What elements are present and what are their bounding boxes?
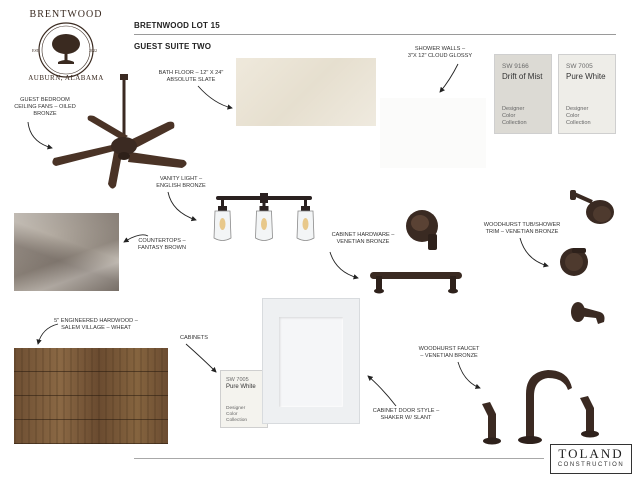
countertop-sample xyxy=(14,213,119,291)
logo-est: EST. xyxy=(32,48,40,53)
label-vanity-light xyxy=(146,176,216,190)
swatch-name: Drift of Mist xyxy=(502,72,543,81)
swatch-collection-line: Collection xyxy=(226,418,248,423)
swatch-pure-white xyxy=(558,54,616,134)
bath-floor-tile-sample xyxy=(236,58,376,126)
cabinet-door-sample xyxy=(262,298,360,424)
shower-valve-image xyxy=(556,244,592,280)
label-line: 5" ENGINEERED HARDWOOD – xyxy=(54,318,138,324)
cabinet-knob-image xyxy=(400,204,448,256)
toland-brand: TOLAND xyxy=(558,446,624,461)
label-line: TRIM – VENETIAN BRONZE xyxy=(485,229,559,235)
label-line: CABINET HARDWARE – xyxy=(331,232,395,238)
swatch-collection xyxy=(502,106,527,127)
page-title: BRETNWOOD LOT 15 xyxy=(134,21,220,30)
arrow-vanity-light xyxy=(168,192,196,220)
swatch-collection-line: Designer xyxy=(226,406,246,411)
label-line: FANTASY BROWN xyxy=(138,245,186,251)
swatch-code: SW 7005 xyxy=(566,63,593,70)
logo-bottom-text: AUBURN, ALABAMA xyxy=(28,74,104,82)
ceiling-fan-image xyxy=(50,72,200,192)
swatch-name: Pure White xyxy=(566,72,606,81)
faucet-image xyxy=(468,354,616,446)
page-subtitle: GUEST SUITE TWO xyxy=(134,42,212,51)
arrow-cabinets xyxy=(186,344,216,372)
label-line: BRONZE xyxy=(33,111,57,117)
swatch-collection-line: Designer xyxy=(566,106,589,112)
vanity-light-image xyxy=(206,190,322,246)
hardwood-sample xyxy=(14,348,168,444)
label-line: CABINETS xyxy=(180,335,208,341)
label-line: SHAKER W/ SLANT xyxy=(380,415,432,421)
label-tub-shower-trim xyxy=(478,222,566,236)
label-line: WOODHURST FAUCET xyxy=(418,346,480,352)
arrow-fans xyxy=(28,122,52,148)
label-cabinets xyxy=(180,335,222,342)
arrow-shower-walls xyxy=(440,64,458,92)
label-bath-floor xyxy=(150,70,232,84)
swatch-collection xyxy=(566,106,591,127)
label-line: VANITY LIGHT – xyxy=(159,176,203,182)
label-line: CABINET DOOR STYLE – xyxy=(372,408,440,414)
header-rule xyxy=(134,34,616,35)
swatch-drift-of-mist xyxy=(494,54,552,134)
arrow-tub-shower xyxy=(520,238,548,266)
swatch-collection-line: Color xyxy=(226,412,238,417)
label-line: SALEM VILLAGE – WHEAT xyxy=(61,325,131,331)
swatch-collection-line: Designer xyxy=(502,106,525,112)
swatch-code: SW 9166 xyxy=(502,63,529,70)
label-line: WOODHURST TUB/SHOWER xyxy=(483,222,561,228)
swatch-collection-line: Color xyxy=(502,113,516,119)
label-hardwood xyxy=(48,318,144,332)
swatch-collection-line: Collection xyxy=(566,120,591,126)
cabinet-pull-image xyxy=(366,266,466,296)
swatch-collection-line: Collection xyxy=(502,120,527,126)
cabinet-door-panel xyxy=(279,317,343,407)
label-ceiling-fans xyxy=(6,97,84,118)
logo-top-text: BRENTWOOD xyxy=(29,9,103,20)
toland-logo xyxy=(550,444,632,474)
swatch-collection-line: Color xyxy=(566,113,580,119)
label-line: GUEST BEDROOM xyxy=(20,97,70,103)
logo-year: 2022 xyxy=(89,48,97,53)
label-line: – VENETIAN BRONZE xyxy=(420,353,478,359)
label-line: ENGLISH BRONZE xyxy=(156,183,206,189)
label-shower-walls xyxy=(398,46,482,60)
toland-tagline: CONSTRUCTION xyxy=(557,462,625,468)
footer-rule xyxy=(134,458,544,459)
swatch-collection xyxy=(226,406,247,424)
label-cabinet-door-style xyxy=(366,408,446,422)
swatch-name: Pure White xyxy=(226,384,256,390)
label-line: VENETIAN BRONZE xyxy=(336,239,390,245)
label-line: 3"X 12" CLOUD GLOSSY xyxy=(407,53,473,59)
label-line: ABSOLUTE SLATE xyxy=(166,77,216,83)
label-line: CEILING FANS – OILED xyxy=(14,104,76,110)
label-line: BATH FLOOR – 12" X 24" xyxy=(158,70,224,76)
swatch-pure-white-cabinets xyxy=(220,370,268,428)
label-countertops xyxy=(128,238,196,252)
label-line: SHOWER WALLS – xyxy=(414,46,466,52)
label-cabinet-hardware xyxy=(322,232,404,246)
swatch-code: SW 7005 xyxy=(226,377,249,383)
label-line: COUNTERTOPS – xyxy=(138,238,186,244)
arrow-door-style xyxy=(368,376,396,406)
shower-wall-tile-sample xyxy=(380,98,486,168)
tub-spout-image xyxy=(570,298,610,330)
arrow-cabinet-hardware xyxy=(330,252,358,278)
shower-head-image xyxy=(566,184,618,230)
arrow-bath-floor xyxy=(198,86,232,108)
